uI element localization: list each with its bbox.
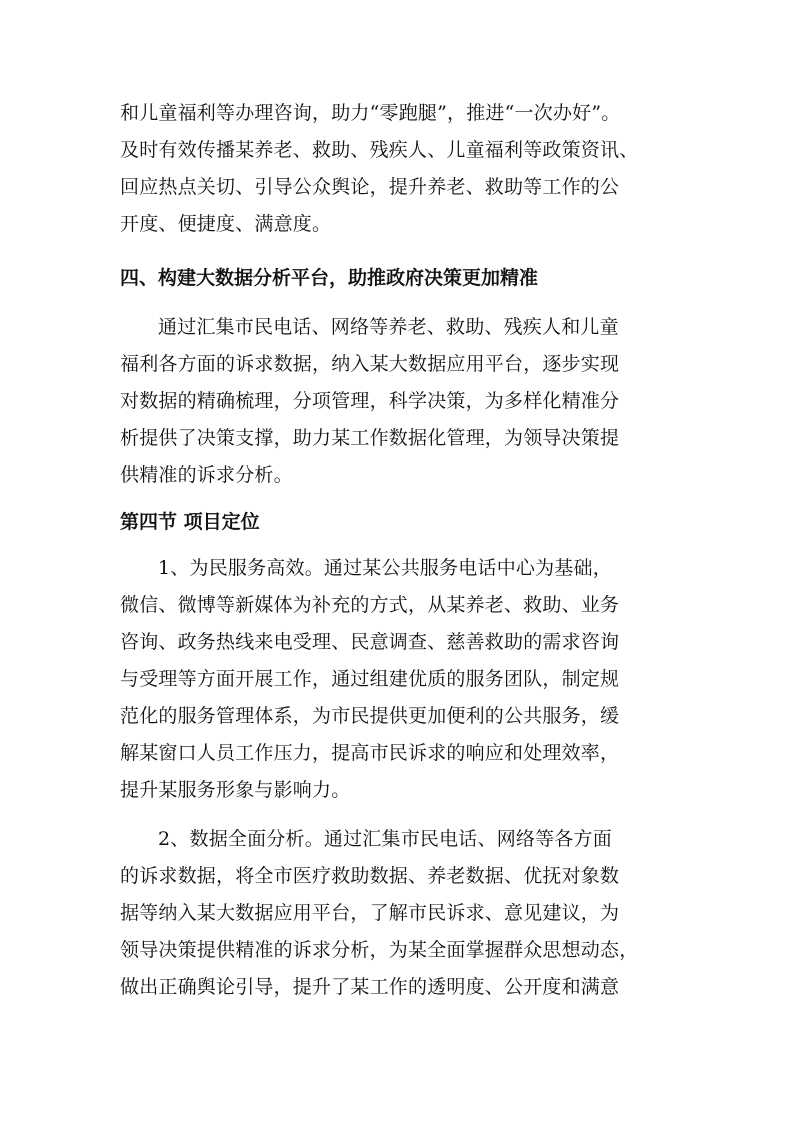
text-line: 做出正确舆论引导，提升了某工作的透明度、公开度和满意 — [120, 976, 620, 998]
text-line: 领导决策提供精准的诉求分析，为某全面掌握群众思想动态， — [120, 939, 639, 961]
text-line: 及时有效传播某养老、救助、残疾人、儿童福利等政策资讯、 — [120, 139, 639, 161]
section-title: 第四节 项目定位 — [120, 511, 260, 533]
text-line: 回应热点关切、引导公众舆论，提升养老、救助等工作的公 — [120, 176, 620, 198]
text-line: 据等纳入某大数据应用平台，了解市民诉求、意见建议，为 — [120, 902, 620, 924]
text-line: 开度、便捷度、满意度。 — [120, 213, 332, 235]
heading-4-block — [120, 258, 680, 298]
text-line: 与受理等方面开展工作，通过组建优质的服务团队，制定规 — [120, 668, 620, 690]
paragraph-top — [120, 95, 680, 243]
text-line: 解某窗口人员工作压力，提高市民诉求的响应和处理效率， — [120, 742, 620, 764]
text-line: 通过汇集市民电话、网络等养老、救助、残疾人和儿童 — [158, 316, 619, 338]
text-line: 咨询、政务热线来电受理、民意调查、慈善救助的需求咨询 — [120, 631, 620, 653]
text-line: 1、为民服务高效。通过某公共服务电话中心为基础， — [158, 557, 612, 579]
text-line: 微信、微博等新媒体为补充的方式，从某养老、救助、业务 — [120, 594, 620, 616]
text-line: 对数据的精确梳理，分项管理，科学决策，为多样化精准分 — [120, 390, 620, 412]
section-heading-4: 四、构建大数据分析平台，助推政府决策更加精准 — [120, 267, 539, 289]
text-line: 和儿童福利等办理咨询，助力“零跑腿”，推进“一次办好”。 — [120, 102, 621, 124]
section-heading-block — [120, 502, 680, 542]
text-line: 的诉求数据，将全市医疗救助数据、养老数据、优抚对象数 — [120, 865, 620, 887]
paragraph-4 — [120, 309, 680, 494]
text-line: 供精准的诉求分析。 — [120, 464, 293, 486]
text-line: 范化的服务管理体系，为市民提供更加便利的公共服务，缓 — [120, 705, 620, 727]
text-line: 析提供了决策支撑，助力某工作数据化管理，为领导决策提 — [120, 427, 620, 449]
text-line: 提升某服务形象与影响力。 — [120, 779, 351, 801]
item-2-paragraph — [120, 821, 680, 1006]
item-1-paragraph — [120, 550, 680, 809]
text-line: 2、数据全面分析。通过汇集市民电话、网络等各方面 — [158, 828, 612, 850]
text-line: 福利各方面的诉求数据，纳入某大数据应用平台，逐步实现 — [120, 353, 620, 375]
